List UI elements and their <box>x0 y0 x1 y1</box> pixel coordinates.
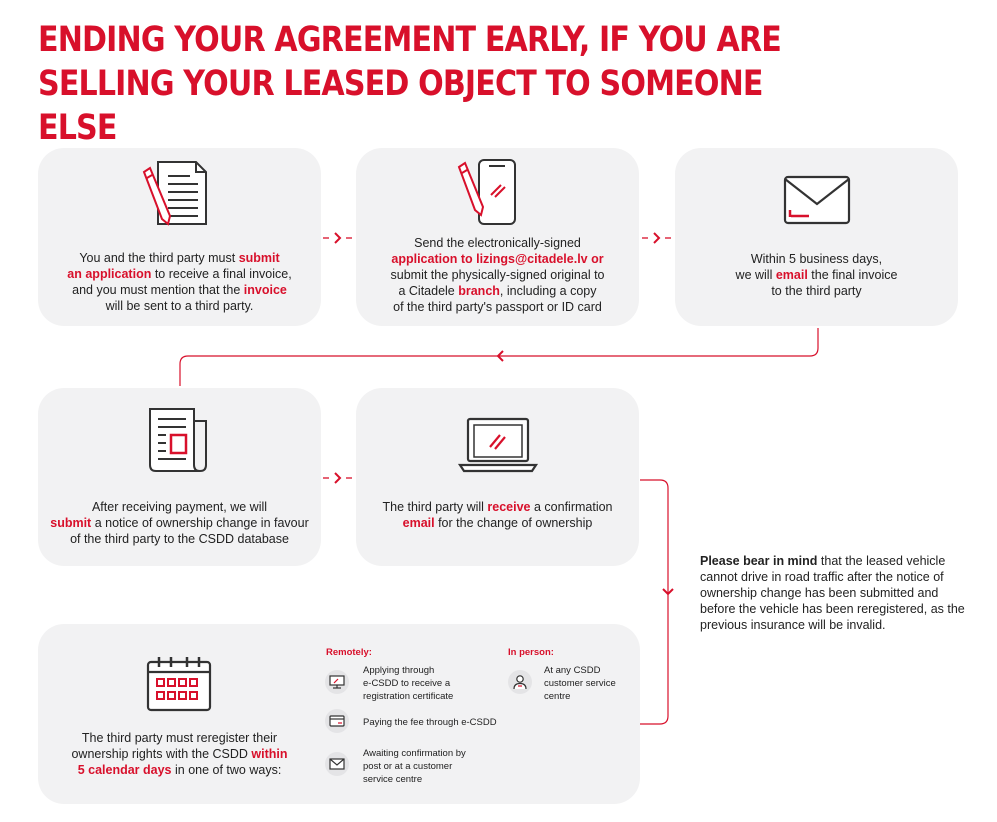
step-6-text <box>48 730 311 778</box>
body-text: You and the third party must <box>79 251 239 265</box>
body-text: Within 5 business days, <box>750 252 883 266</box>
connector-step5-to-step6 <box>640 480 668 724</box>
in-person-item-1-line-3: centre <box>544 691 571 702</box>
body-text: a confirmation <box>530 500 613 514</box>
monitor-icon <box>325 670 349 694</box>
highlight-text: an application <box>67 267 152 281</box>
body-text: for the change of ownership <box>434 516 593 530</box>
highlight-text: within <box>251 747 288 761</box>
remote-item-1-line-2: e-CSDD to receive a <box>363 678 451 689</box>
body-text: a notice of ownership change in favour <box>91 516 309 530</box>
step-1-text <box>48 250 311 314</box>
body-text: a Citadele <box>398 284 459 298</box>
remote-item-1-line-1: Applying through <box>363 665 435 676</box>
insurance-note-bold: Please bear in mind <box>700 554 818 568</box>
body-text: to the third party <box>771 284 862 298</box>
step-2-text <box>366 235 629 315</box>
highlight-text: invoice <box>243 283 287 297</box>
step-5-text <box>366 499 629 531</box>
dashed-arrow-4-5 <box>323 473 352 483</box>
body-text: we will <box>735 268 776 282</box>
in-person-item-1-line-2: customer service <box>544 678 616 689</box>
in-person-item-1-line-1: At any CSDD <box>544 665 601 676</box>
in-person-item-1-text <box>544 664 616 703</box>
remotely-heading: Remotely: <box>326 647 372 658</box>
card-icon <box>325 709 349 733</box>
insurance-note <box>700 553 966 633</box>
dashed-arrow-2-3 <box>642 233 671 243</box>
body-text: the final invoice <box>807 268 898 282</box>
body-text: to receive a final invoice, <box>151 267 292 281</box>
laptop-icon <box>456 415 540 475</box>
body-text: The third party will <box>382 500 488 514</box>
calendar-icon <box>144 654 214 714</box>
remote-item-3-line-1: Awaiting confirmation by <box>363 748 466 759</box>
newspaper-icon <box>146 405 210 475</box>
body-text: of the third party to the CSDD database <box>70 532 289 546</box>
remote-item-3-line-2: post or at a customer <box>363 761 453 772</box>
remote-item-2-text <box>363 716 497 729</box>
body-text: , including a copy <box>499 284 597 298</box>
body-text: and you must mention that the <box>72 283 244 297</box>
document-pen-icon <box>140 158 212 230</box>
remote-item-1-line-3: registration certificate <box>363 691 454 702</box>
remote-item-3-text <box>363 747 466 786</box>
body-text: ownership rights with the CSDD <box>71 747 252 761</box>
dashed-arrow-1-2 <box>323 233 352 243</box>
in-person-heading: In person: <box>508 647 554 658</box>
envelope-icon <box>782 174 852 226</box>
step-4-text <box>48 499 311 547</box>
phone-pen-icon <box>455 157 521 227</box>
body-text: of the third party's passport or ID card <box>393 300 602 314</box>
remote-item-1-text <box>363 664 453 703</box>
person-icon <box>508 670 532 694</box>
body-text: After receiving payment, we will <box>91 500 268 514</box>
remote-item-2-line-1: Paying the fee through e-CSDD <box>363 717 497 728</box>
body-text: in one of two ways: <box>171 763 282 777</box>
mail-icon <box>325 752 349 776</box>
highlight-text: branch <box>458 284 500 298</box>
body-text: The third party must reregister their <box>81 731 278 745</box>
highlight-text: email <box>402 516 435 530</box>
body-text: submit the physically-signed original to <box>390 268 605 282</box>
highlight-text: email <box>775 268 808 282</box>
step-3-text <box>685 251 948 299</box>
insurance-note-text: that the leased vehicle cannot drive in road traffic after the notice of ownership change has been submitted and before the vehicle has been reregistered, as the previous insurance will be invalid. <box>700 554 965 632</box>
highlight-text: submit <box>50 516 92 530</box>
highlight-text: 5 calendar days <box>77 763 172 777</box>
page-title-line-2: SELLING YOUR LEASED OBJECT TO SOMEONE ELSE <box>38 64 763 148</box>
highlight-text: receive <box>487 500 531 514</box>
page-title-line-1: ENDING YOUR AGREEMENT EARLY, IF YOU ARE <box>38 20 781 60</box>
highlight-text: application to lizings@citadele.lv or <box>391 252 604 266</box>
body-text: will be sent to a third party. <box>105 299 254 313</box>
body-text: Send the electronically-signed <box>414 236 581 250</box>
remote-item-3-line-3: service centre <box>363 774 423 785</box>
highlight-text: submit <box>238 251 280 265</box>
